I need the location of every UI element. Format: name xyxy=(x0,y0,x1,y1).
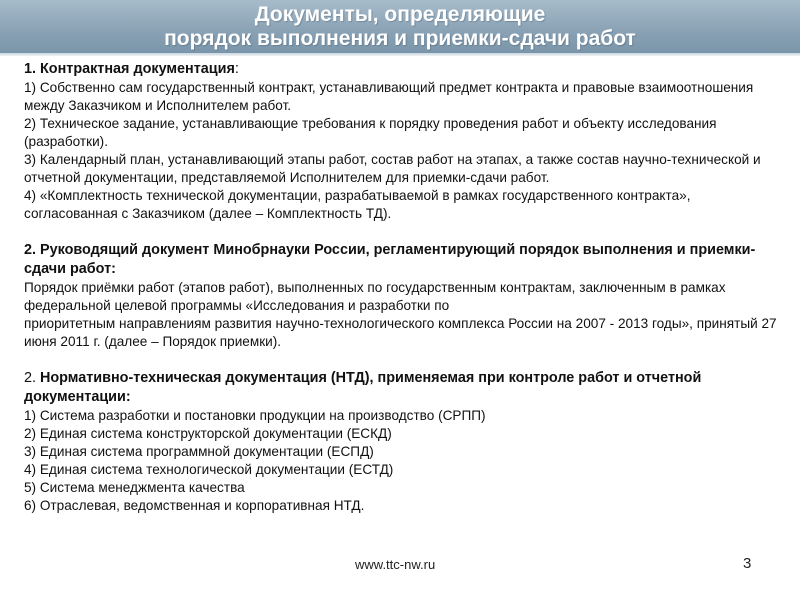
section-3-item-6: 6) Отраслевая, ведомственная и корпоративная НТД. xyxy=(24,498,365,513)
section-2-heading: 2. Руководящий документ Минобрнауки России, регламентирующий порядок выполнения и приемки-сдачи работ: xyxy=(24,242,756,277)
section-2-body-line-2: приоритетным направлениям развития научно-технологического комплекса России на 2007 - 2013 годы», принятый 27 июня 2011 г. (далее – Порядок приемки). xyxy=(24,316,777,349)
slide-content xyxy=(24,60,784,515)
section-gap xyxy=(24,351,784,369)
section-1-heading-text: 1. Контрактная документация xyxy=(24,61,235,77)
slide-title-line-2: порядок выполнения и приемки-сдачи работ xyxy=(164,27,636,50)
section-3-item-2: 2) Единая система конструкторской документации (ЕСКД) xyxy=(24,426,392,441)
footer-url: www.ttc-nw.ru xyxy=(355,557,436,572)
section-1-item-4: 4) «Комплектность технической документации, разрабатываемой в рамках государственного контракта», согласованная с Заказчиком (далее – Комплектность ТД). xyxy=(24,188,691,221)
section-1-item-3: 3) Календарный план, устанавливающий этапы работ, состав работ на этапах, а также состав научно-технической и отчетной документации, представляемой Исполнителем для приемки-сдачи работ. xyxy=(24,152,761,185)
page-number: 3 xyxy=(743,555,752,572)
section-1-heading-colon: : xyxy=(234,61,239,77)
section-1-item-2: 2) Техническое задание, устанавливающие требования к порядку проведения работ и объекту исследования (разработки). xyxy=(24,116,717,149)
slide-title-line-1: Документы, определяющие xyxy=(254,3,546,26)
section-1-item-1: 1) Собственно сам государственный контракт, устанавливающий предмет контракта и правовые взаимоотношения между Заказчиком и Исполнителем работ. xyxy=(24,80,754,113)
section-3-heading-text: Нормативно-техническая документация (НТД), применяемая при контроле работ и отчетной документации: xyxy=(24,370,702,405)
title-bar xyxy=(0,0,800,56)
section-gap xyxy=(24,223,784,241)
section-3-item-5: 5) Система менеджмента качества xyxy=(24,480,245,495)
section-3-item-3: 3) Единая система программной документации (ЕСПД) xyxy=(24,444,374,459)
section-2-body-line-1: Порядок приёмки работ (этапов работ), выполненных по государственным контрактам, заключенным в рамках федеральной целевой программы «Исследования и разработки по xyxy=(24,280,726,313)
section-1-heading xyxy=(24,60,784,79)
section-3-item-4: 4) Единая система технологической документации (ЕСТД) xyxy=(24,462,394,477)
slide-title xyxy=(0,3,800,51)
section-3-heading xyxy=(24,369,784,407)
section-3-item-1: 1) Система разработки и постановки продукции на производство (СРПП) xyxy=(24,408,486,423)
section-3-heading-number: 2. xyxy=(24,370,40,386)
